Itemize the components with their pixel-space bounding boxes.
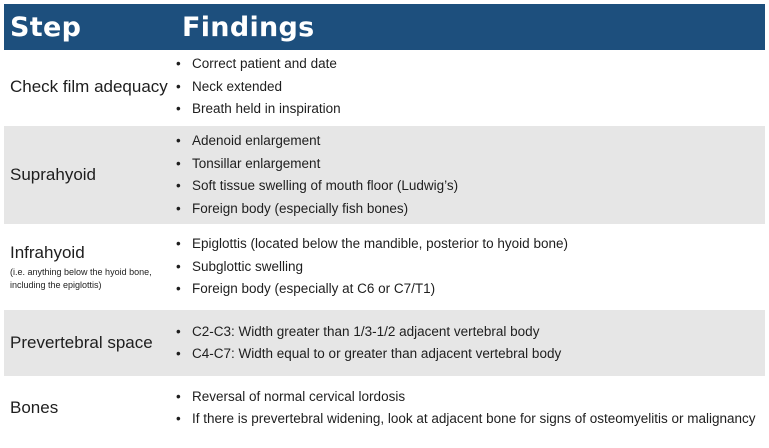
finding-item: • Foreign body (especially fish bones) (176, 198, 458, 221)
finding-item: • Foreign body (especially at C6 or C7/T1) (176, 278, 568, 301)
step-title: Suprahyoid (10, 165, 97, 184)
finding-item: • C2-C3: Width greater than 1/3-1/2 adjacent vertebral body (176, 321, 561, 344)
finding-item: • Reversal of normal cervical lordosis (176, 386, 756, 409)
finding-item: • Adenoid enlargement (176, 130, 458, 153)
findings-list (176, 386, 756, 431)
step-title: Bones (10, 398, 59, 417)
table-header (4, 4, 765, 50)
step-title: Infrahyoid (10, 242, 85, 262)
table-row (4, 378, 765, 438)
step-cell (4, 77, 176, 97)
finding-item: • Tonsillar enlargement (176, 153, 458, 176)
step-cell (4, 243, 176, 292)
findings-column-header: Findings (182, 11, 315, 43)
step-column-header: Step (10, 11, 82, 43)
finding-item: • Breath held in inspiration (176, 98, 341, 121)
finding-item: • Epiglottis (located below the mandible, posterior to hyoid bone) (176, 233, 568, 256)
step-title: Prevertebral space (10, 333, 153, 352)
table-row (4, 310, 765, 376)
table-row (4, 126, 765, 224)
finding-item: • If there is prevertebral widening, look at adjacent bone for signs of osteomyelitis or malignancy (176, 408, 756, 431)
finding-item: • Soft tissue swelling of mouth floor (Ludwig’s) (176, 175, 458, 198)
findings-list (176, 130, 458, 220)
findings-table (4, 4, 765, 438)
findings-list (176, 233, 568, 301)
finding-item: • Subglottic swelling (176, 256, 568, 279)
table-row (4, 226, 765, 308)
findings-list (176, 321, 561, 366)
table-row (4, 50, 765, 124)
step-cell (4, 333, 176, 353)
finding-item: • Correct patient and date (176, 53, 341, 76)
step-cell (4, 165, 176, 185)
findings-list (176, 53, 341, 121)
step-note: (i.e. anything below the hyoid bone, including the epiglottis) (10, 266, 152, 290)
step-cell (4, 398, 176, 418)
step-title: Check film adequacy (10, 77, 168, 96)
finding-item: • C4-C7: Width equal to or greater than adjacent vertebral body (176, 343, 561, 366)
finding-item: • Neck extended (176, 76, 341, 99)
